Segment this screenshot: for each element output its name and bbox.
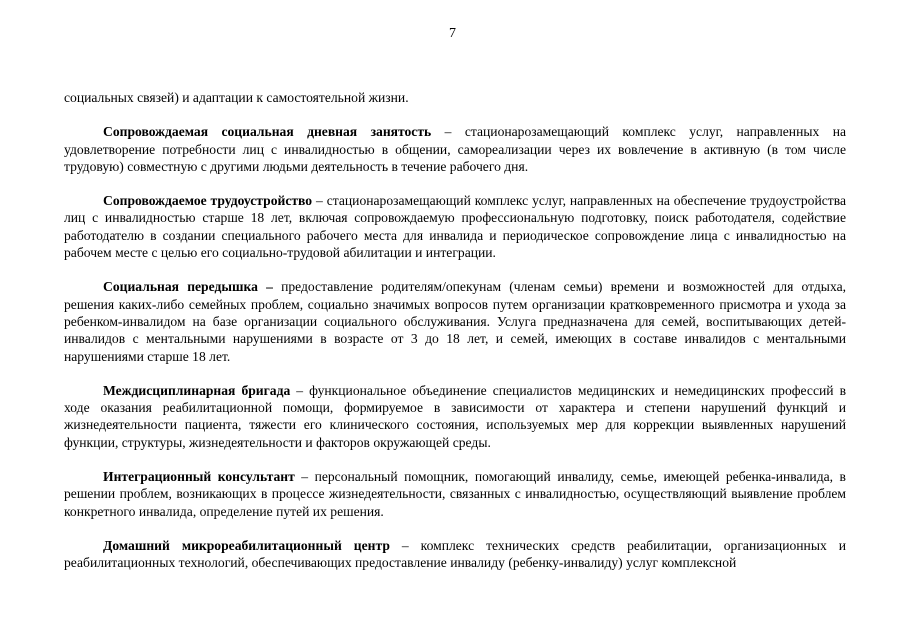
definition-term: Домашний микрореабилитационный центр <box>103 537 390 553</box>
definition-term: Сопровождаемое трудоустройство <box>103 193 313 209</box>
definition-paragraph-respite <box>64 278 846 364</box>
definition-text: предоставление родителям/опекунам (членам семьи) времени и возможностей для отдыха, решения каких-либо семейных проблем, социально значимых вопросов путем организации кратковременного присмотра и ухода за ребенком-инвалидом на базе организации социального обслуживания. Услуга предназначена для семей, воспитывающих детей-инвалидов с ментальными нарушениями в возрасте от 3 до 18 лет, и семей, имеющих в составе инвалидов с ментальными нарушениями старше 18 лет. <box>64 279 846 364</box>
definition-text: – персональный помощник, помогающий инвалиду, семье, имеющей ребенка-инвалида, в решении проблем, возникающих в процессе жизнедеятельности, связанных с инвалидностью, осуществляющий выявление проблем конкретного инвалида, определение путей их решения. <box>64 469 846 519</box>
definition-text: – стационарозамещающий комплекс услуг, направленных на удовлетворение потребности лиц с инвалидностью в общении, самореализации через их вовлечение в активную (в том числе трудовую) совместную с другими людьми деятельность в течение рабочего дня. <box>64 124 846 174</box>
intro-paragraph: социальных связей) и адаптации к самостоятельной жизни. <box>64 90 409 105</box>
definition-text: – комплекс технических средств реабилитации, организационных и реабилитационных технологий, обеспечивающих предоставление инвалиду (ребенку-инвалиду) услуг комплексной <box>64 537 847 571</box>
definition-term: Социальная передышка – <box>103 279 273 295</box>
definition-term: Интеграционный консультант <box>103 469 295 485</box>
definition-term: Сопровождаемая социальная дневная занятость <box>103 124 432 140</box>
definition-paragraph-interdisciplinary-team <box>64 382 846 451</box>
page-number: 7 <box>449 26 456 41</box>
definition-paragraph-integration-consultant <box>64 468 846 520</box>
definition-paragraph-daytime-employment <box>64 123 846 175</box>
definition-paragraph-supported-employment <box>64 192 846 261</box>
document-body <box>64 89 846 572</box>
definition-text: – стационарозамещающий комплекс услуг, направленных на обеспечение трудоустройства лиц с инвалидностью старше 18 лет, включая сопровождаемую профессиональную подготовку, поиск работодателя, содействие работодателю в создании специального рабочего места для инвалида и периодическое сопровождение лица с инвалидностью на рабочем месте с целью его социально-трудовой абилитации и интеграции. <box>64 193 846 261</box>
definition-paragraph-home-rehab-center <box>64 537 846 572</box>
definition-term: Междисциплинарная бригада <box>103 382 291 398</box>
definition-text: – функциональное объединение специалистов медицинских и немедицинских профессий в ходе оказания реабилитационной помощи, формируемое в зависимости от характера и степени нарушений функций и жизнедеятельности пациента, тяжести его клинического состояния, используемых мер для коррекции выявленных нарушений функции, структуры, жизнедеятельности и факторов окружающей среды. <box>64 382 846 450</box>
